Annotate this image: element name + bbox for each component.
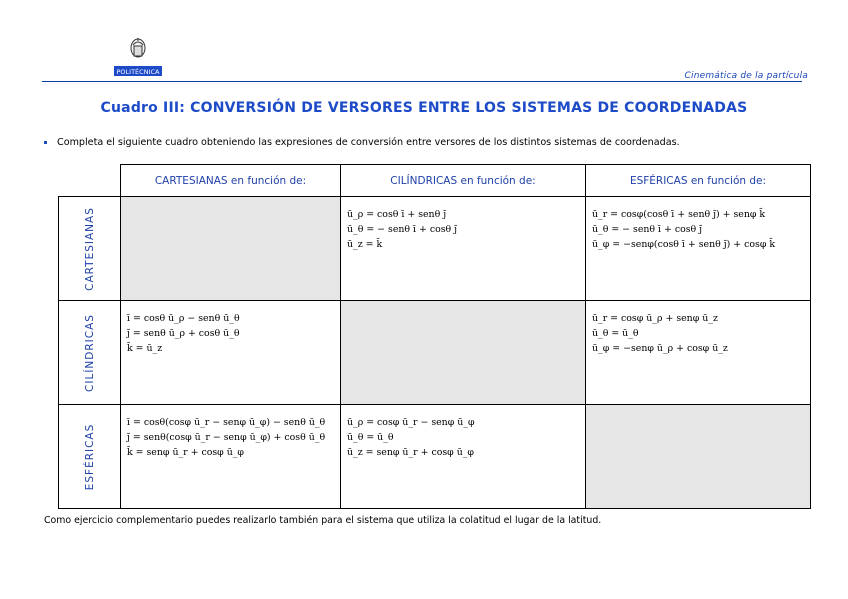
- footer-note: Como ejercicio complementario puedes realizarlo también para el sistema que utiliza la colatitud el lugar de la latitud.: [44, 515, 602, 526]
- equation: ū_z = senφ ū_r + cosφ ū_φ: [347, 447, 474, 458]
- equation: ū_θ = − senθ ī + cosθ j̄: [592, 224, 703, 235]
- equation: ū_r = cosφ(cosθ ī + senθ j̄) + senφ k̄: [592, 209, 766, 220]
- col-header-esfericas: ESFÉRICAS en función de:: [586, 165, 811, 197]
- equation: j̄ = senθ ū_ρ + cosθ ū_θ: [127, 328, 240, 339]
- equation: ū_θ = ū_θ: [592, 328, 639, 339]
- cell-cyl-from-cart: [121, 301, 341, 405]
- equation: ū_ρ = cosφ ū_r − senφ ū_φ: [347, 417, 475, 428]
- cell-sph-from-cyl: [341, 405, 586, 509]
- corner-cell: [59, 165, 121, 197]
- equation: ū_z = k̄: [347, 239, 383, 250]
- equation: ū_θ = − senθ ī + cosθ j̄: [347, 224, 458, 235]
- row-header-cartesianas: [59, 197, 121, 301]
- row-header-label: CILÍNDRICAS: [83, 313, 96, 392]
- equation: j̄ = senθ(cosφ ū_r − senφ ū_φ) + cosθ ū_θ: [127, 432, 326, 443]
- row-header-label: ESFÉRICAS: [83, 423, 96, 490]
- row-header-cilindricas: [59, 301, 121, 405]
- col-header-cartesianas: CARTESIANAS en función de:: [121, 165, 341, 197]
- cell-cart-from-sph: [586, 197, 811, 301]
- university-logo: [112, 36, 164, 78]
- page-title: Cuadro III: CONVERSIÓN DE VERSORES ENTRE LOS SISTEMAS DE COORDENADAS: [100, 100, 748, 116]
- equation: k̄ = senφ ū_r + cosφ ū_φ: [127, 447, 244, 458]
- row-header-esfericas: [59, 405, 121, 509]
- bullet-icon: [44, 141, 47, 144]
- equation: ū_ρ = cosθ ī + senθ j̄: [347, 209, 447, 220]
- cell-sph-from-cart: [121, 405, 341, 509]
- cell-cyl-from-sph: [586, 301, 811, 405]
- equation: k̄ = ū_z: [127, 343, 163, 354]
- conversion-table: [58, 164, 810, 509]
- cell-cart-from-cyl: [341, 197, 586, 301]
- row-header-label: CARTESIANAS: [83, 206, 96, 291]
- header-rule: [42, 81, 802, 82]
- instruction: [44, 137, 680, 148]
- equation: ū_r = cosφ ū_ρ + senφ ū_z: [592, 313, 718, 324]
- equation: ū_θ = ū_θ: [347, 432, 394, 443]
- instruction-text: Completa el siguiente cuadro obteniendo las expresiones de conversión entre versores de los distintos sistemas de coordenadas.: [57, 137, 680, 148]
- cell-empty: [586, 405, 811, 509]
- equation: ū_φ = −senφ ū_ρ + cosφ ū_z: [592, 343, 728, 354]
- equation: ū_φ = −senφ(cosθ ī + senθ j̄) + cosφ k̄: [592, 239, 776, 250]
- col-header-cilindricas: CILÍNDRICAS en función de:: [341, 165, 586, 197]
- subject-label: Cinemática de la partícula: [684, 71, 808, 81]
- cell-empty: [341, 301, 586, 405]
- equation: ī = cosθ(cosφ ū_r − senφ ū_φ) − senθ ū_θ: [127, 417, 326, 428]
- equation: ī = cosθ ū_ρ − senθ ū_θ: [127, 313, 240, 324]
- logo-text: POLITÉCNICA: [116, 68, 160, 76]
- cell-empty: [121, 197, 341, 301]
